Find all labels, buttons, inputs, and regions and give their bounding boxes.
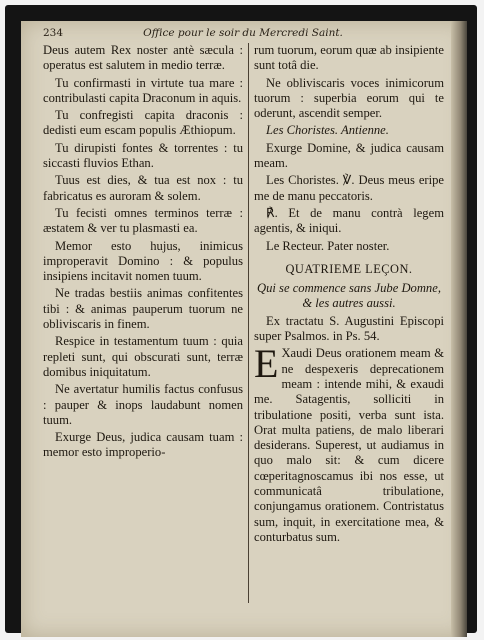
right-column [254,43,444,547]
lesson-text: Xaudi Deus orationem meam & ne despexeris deprecationem meam : intende mihi, & exaudi me. Satagentis, solliciti in tribulatione positi, verba sunt ista. Orat multa patiens, de malo liberari desiderans. Superest, ut audiamus in quo malo sit: & cum dicere cœperitagnoscamus ibi nos esse, ut communicatâ tribulatione, conjungamus orationem. Contristatus sum, inquit, in exercitatione mea, & conturbatus sum. [254,346,444,544]
psalm-verse: Deus autem Rex noster antè sæcula : operatus est salutem in medio terræ. [43,43,243,73]
lector-line: Le Recteur. Pater noster. [266,238,390,253]
versicle: Les Choristes. ℣. Deus meus eripe me de manu peccatoris. [254,173,444,203]
book-page [21,21,467,637]
column-rule [248,43,249,603]
lesson-body [254,341,444,545]
lesson-heading: QUATRIEME LEÇON. [285,261,413,276]
scan-frame [5,5,477,633]
page-gutter [451,21,467,637]
page-number: 234 [43,27,64,39]
left-column [43,43,243,463]
response: ℟. Et de manu contrà legem agentis, & iniqui. [254,205,444,236]
lesson-intro: Qui se commence sans Jube Domne, & les autres aussi. [257,281,441,311]
psalm-verse: Respice in testamentum tuum : quia repleti sunt, qui obscurati sunt, terræ domibus iniquitatum. [43,334,243,379]
psalm-continuation: rum tuorum, eorum quæ ab insipiente sunt totâ die. [254,43,444,73]
psalm-verse: Tuus est dies, & tua est nox : tu fabricatus es auroram & solem. [43,173,243,203]
drop-cap: E [254,341,279,387]
psalm-verse: Ne tradas bestiis animas confitentes tibi : & animas pauperum tuorum ne obliviscaris in finem. [43,286,243,332]
psalm-verse: Ne obliviscaris voces inimicorum tuorum : superbia eorum qui te oderunt, ascendit semper. [254,75,444,121]
psalm-verse: Tu confregisti capita draconis : dedisti eum escam populis Æthiopum. [43,108,243,138]
running-title: Office pour le soir du Mercredi Saint. [143,27,343,39]
psalm-verse: Memor esto hujus, inimicus improperavit Domino : & populus insipiens incitavit nomen tuum. [43,238,243,284]
psalm-verse: Ne avertatur humilis factus confusus : pauper & inops laudabunt nomen tuum. [43,382,243,427]
psalm-verse: Exurge Deus, judica causam tuam : memor esto improperio- [43,430,243,460]
page-header [43,27,443,43]
psalm-verse: Tu dirupisti fontes & torrentes : tu siccasti fluvios Ethan. [43,140,243,171]
psalm-verse: Tu confirmasti in virtute tua mare : contribulasti capita Draconum in aquis. [43,75,243,105]
choristes-antienne-label: Les Choristes. Antienne. [266,123,389,138]
psalm-verse: Tu fecisti omnes terminos terræ : æstatem & ver tu plasmasti ea. [43,205,243,236]
antiphon-text: Exurge Domine, & judica causam meam. [254,140,444,171]
lesson-source: Ex tractatu S. Augustini Episcopi super Psalmos. in Ps. 54. [254,313,444,344]
